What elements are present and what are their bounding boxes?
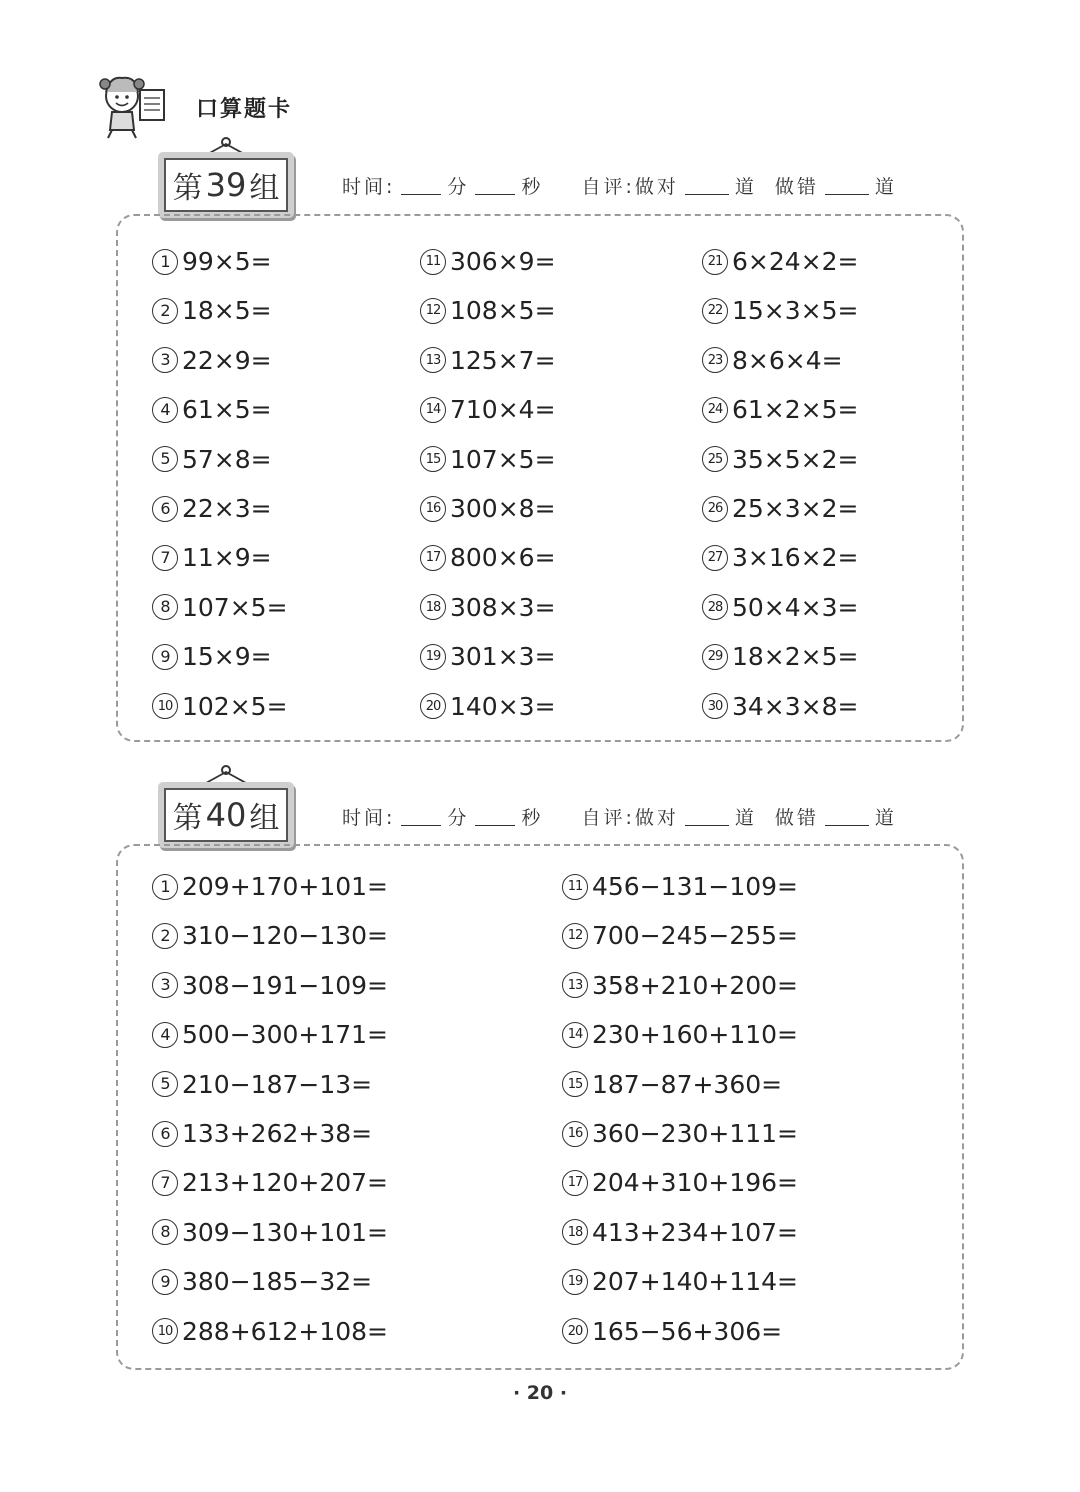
- wrong-label: 做错: [774, 176, 819, 198]
- problem-item: [702, 494, 858, 523]
- score-info: [342, 172, 897, 199]
- problem-number: 13: [562, 972, 588, 998]
- group-number: 39: [205, 166, 247, 204]
- problem-number: 1: [152, 249, 178, 275]
- problem-expression: 133+262+38=: [182, 1119, 373, 1148]
- group-prefix: 第: [172, 801, 203, 836]
- problem-item: [702, 247, 858, 276]
- problem-item: [420, 593, 556, 622]
- problem-expression: 22×9=: [182, 345, 272, 375]
- problem-number: 13: [420, 347, 446, 373]
- time-label: 时间:: [342, 807, 396, 829]
- problem-expression: 11×9=: [182, 543, 272, 573]
- problem-item: [420, 642, 556, 671]
- mascot-icon: [96, 70, 170, 140]
- problem-number: 28: [702, 594, 728, 620]
- problem-item: [152, 346, 272, 375]
- correct-blank[interactable]: [685, 194, 729, 195]
- problem-expression: 308−191−109=: [182, 970, 388, 1000]
- problem-item: [152, 1267, 372, 1296]
- dao-label: 道: [734, 176, 757, 198]
- problem-item: [152, 971, 388, 1000]
- problem-number: 14: [420, 397, 446, 423]
- group-sign: [158, 782, 294, 848]
- group-suffix: 组: [249, 801, 280, 836]
- problem-number: 20: [420, 693, 446, 719]
- problem-number: 8: [152, 1219, 178, 1245]
- problem-expression: 107×5=: [450, 444, 556, 474]
- problem-item: [562, 1020, 798, 1049]
- problem-number: 3: [152, 347, 178, 373]
- problem-item: [702, 593, 858, 622]
- problem-number: 24: [702, 397, 728, 423]
- problem-number: 12: [562, 923, 588, 949]
- problem-item: [562, 1267, 798, 1296]
- problem-item: [562, 1317, 782, 1346]
- problem-number: 11: [562, 874, 588, 900]
- problem-expression: 107×5=: [182, 592, 288, 622]
- problem-item: [420, 395, 556, 424]
- problem-expression: 213+120+207=: [182, 1168, 388, 1198]
- problem-expression: 108×5=: [450, 296, 556, 326]
- problem-expression: 3×16×2=: [732, 543, 859, 573]
- problem-item: [152, 1317, 388, 1346]
- problem-number: 16: [420, 496, 446, 522]
- problem-item: [420, 296, 556, 325]
- problem-number: 22: [702, 298, 728, 324]
- problem-item: [562, 971, 798, 1000]
- group-prefix: 第: [172, 171, 203, 206]
- problem-number: 8: [152, 594, 178, 620]
- group-number: 40: [205, 796, 247, 834]
- problem-number: 2: [152, 298, 178, 324]
- problem-number: 14: [562, 1022, 588, 1048]
- problem-expression: 15×9=: [182, 642, 272, 672]
- problem-expression: 413+234+107=: [592, 1217, 798, 1247]
- problem-expression: 34×3×8=: [732, 691, 859, 721]
- problem-expression: 456−131−109=: [592, 872, 798, 901]
- problem-expression: 6×24×2=: [732, 247, 859, 276]
- problem-item: [152, 395, 272, 424]
- problem-expression: 15×3×5=: [732, 296, 859, 326]
- problem-number: 15: [562, 1071, 588, 1097]
- problem-expression: 204+310+196=: [592, 1168, 798, 1198]
- problem-item: [152, 1168, 388, 1197]
- minute-label: 分: [447, 176, 470, 198]
- self-eval-label: 自评:做对: [581, 176, 679, 198]
- problem-expression: 207+140+114=: [592, 1267, 798, 1297]
- problem-number: 9: [152, 1269, 178, 1295]
- problem-expression: 230+160+110=: [592, 1020, 798, 1050]
- problem-item: [420, 692, 556, 721]
- problem-expression: 358+210+200=: [592, 970, 798, 1000]
- problem-item: [152, 692, 288, 721]
- problem-item: [420, 247, 556, 276]
- problem-expression: 309−130+101=: [182, 1217, 388, 1247]
- problem-number: 17: [420, 545, 446, 571]
- dao-label: 道: [874, 807, 897, 829]
- second-label: 秒: [521, 176, 544, 198]
- problem-item: [152, 642, 272, 671]
- problem-expression: 187−87+360=: [592, 1069, 783, 1099]
- problem-expression: 102×5=: [182, 691, 288, 721]
- problem-item: [152, 1070, 372, 1099]
- problem-item: [562, 1218, 798, 1247]
- problem-number: 6: [152, 1121, 178, 1147]
- problem-expression: 57×8=: [182, 444, 272, 474]
- problem-item: [562, 1119, 798, 1148]
- problem-number: 4: [152, 1022, 178, 1048]
- problem-expression: 50×4×3=: [732, 592, 859, 622]
- problem-number: 27: [702, 545, 728, 571]
- problem-expression: 35×5×2=: [732, 444, 859, 474]
- problem-expression: 61×5=: [182, 395, 272, 425]
- wrong-blank[interactable]: [825, 194, 869, 195]
- problem-number: 3: [152, 972, 178, 998]
- problem-number: 2: [152, 923, 178, 949]
- problem-expression: 301×3=: [450, 642, 556, 672]
- problem-item: [420, 543, 556, 572]
- dao-label: 道: [734, 807, 757, 829]
- problem-item: [702, 395, 858, 424]
- problem-item: [152, 1119, 372, 1148]
- problem-item: [702, 346, 843, 375]
- problem-number: 18: [562, 1219, 588, 1245]
- problem-number: 16: [562, 1121, 588, 1147]
- problem-number: 18: [420, 594, 446, 620]
- problem-expression: 288+612+108=: [182, 1316, 388, 1346]
- problem-item: [562, 921, 798, 950]
- problem-number: 10: [152, 693, 178, 719]
- problem-number: 5: [152, 446, 178, 472]
- problem-item: [702, 445, 858, 474]
- problem-expression: 700−245−255=: [592, 921, 798, 951]
- problem-number: 26: [702, 496, 728, 522]
- problem-item: [152, 543, 272, 572]
- problem-number: 5: [152, 1071, 178, 1097]
- problem-expression: 380−185−32=: [182, 1267, 373, 1297]
- problem-number: 10: [152, 1318, 178, 1344]
- self-eval-label: 自评:做对: [581, 807, 679, 829]
- problem-expression: 61×2×5=: [732, 395, 859, 425]
- page-title: 口算题卡: [196, 97, 293, 122]
- problem-number: 17: [562, 1170, 588, 1196]
- correct-blank[interactable]: [685, 825, 729, 826]
- seconds-blank[interactable]: [475, 194, 515, 195]
- problem-expression: 18×5=: [182, 296, 272, 326]
- problem-item: [420, 494, 556, 523]
- problem-number: 12: [420, 298, 446, 324]
- second-label: 秒: [521, 807, 544, 829]
- problem-number: 15: [420, 446, 446, 472]
- problem-expression: 99×5=: [182, 247, 272, 276]
- problem-item: [702, 692, 858, 721]
- problem-item: [420, 445, 556, 474]
- problem-item: [152, 494, 272, 523]
- problem-item: [152, 445, 272, 474]
- problem-number: 11: [420, 249, 446, 275]
- problem-item: [152, 921, 388, 950]
- problem-item: [702, 296, 858, 325]
- problem-item: [562, 872, 798, 901]
- seconds-blank[interactable]: [475, 825, 515, 826]
- problem-number: 7: [152, 1170, 178, 1196]
- problem-number: 30: [702, 693, 728, 719]
- time-label: 时间:: [342, 176, 396, 198]
- dao-label: 道: [874, 176, 897, 198]
- problem-expression: 308×3=: [450, 592, 556, 622]
- problem-expression: 306×9=: [450, 247, 556, 276]
- wrong-label: 做错: [774, 807, 819, 829]
- problem-number: 19: [562, 1269, 588, 1295]
- page-number: · 20 ·: [512, 1382, 568, 1404]
- problem-item: [562, 1070, 782, 1099]
- problem-item: [420, 346, 556, 375]
- problem-expression: 800×6=: [450, 543, 556, 573]
- minutes-blank[interactable]: [401, 194, 441, 195]
- problem-item: [562, 1168, 798, 1197]
- problem-number: 7: [152, 545, 178, 571]
- problem-item: [152, 296, 272, 325]
- problem-item: [152, 1218, 388, 1247]
- problem-expression: 18×2×5=: [732, 642, 859, 672]
- problem-number: 23: [702, 347, 728, 373]
- problem-expression: 140×3=: [450, 691, 556, 721]
- problem-number: 1: [152, 874, 178, 900]
- minutes-blank[interactable]: [401, 825, 441, 826]
- problem-expression: 125×7=: [450, 345, 556, 375]
- problem-item: [152, 593, 288, 622]
- problem-item: [702, 543, 858, 572]
- problem-number: 6: [152, 496, 178, 522]
- problem-number: 9: [152, 644, 178, 670]
- problem-number: 29: [702, 644, 728, 670]
- minute-label: 分: [447, 807, 470, 829]
- problem-item: [702, 642, 858, 671]
- problem-expression: 300×8=: [450, 494, 556, 523]
- problem-expression: 22×3=: [182, 494, 272, 523]
- problem-expression: 210−187−13=: [182, 1069, 373, 1099]
- problem-number: 19: [420, 644, 446, 670]
- problem-number: 21: [702, 249, 728, 275]
- problem-number: 25: [702, 446, 728, 472]
- problem-number: 20: [562, 1318, 588, 1344]
- problem-expression: 8×6×4=: [732, 345, 843, 375]
- score-info: [342, 803, 897, 830]
- problem-expression: 710×4=: [450, 395, 556, 425]
- group-sign: [158, 152, 294, 218]
- problem-expression: 209+170+101=: [182, 872, 388, 901]
- problem-number: 4: [152, 397, 178, 423]
- problem-item: [152, 1020, 388, 1049]
- problem-expression: 360−230+111=: [592, 1119, 798, 1148]
- group-suffix: 组: [249, 171, 280, 206]
- wrong-blank[interactable]: [825, 825, 869, 826]
- problem-expression: 500−300+171=: [182, 1020, 388, 1050]
- problem-expression: 25×3×2=: [732, 494, 859, 523]
- problem-item: [152, 247, 272, 276]
- problem-expression: 165−56+306=: [592, 1316, 783, 1346]
- problem-item: [152, 872, 388, 901]
- problem-expression: 310−120−130=: [182, 921, 388, 951]
